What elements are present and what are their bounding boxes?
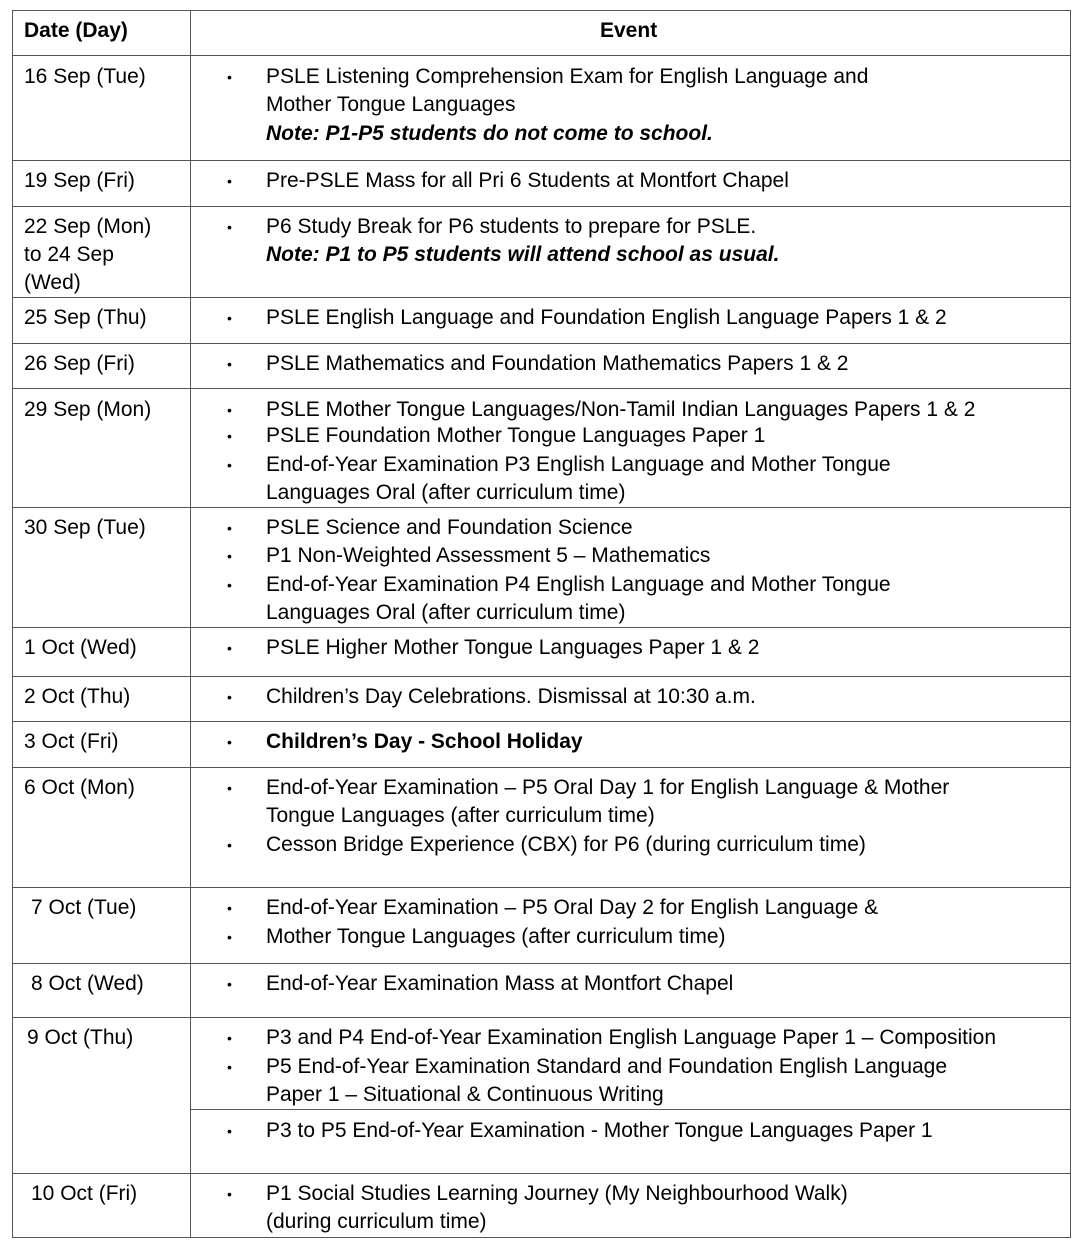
row-divider [13,963,1070,964]
event-item: End-of-Year Examination Mass at Montfort Chapel [266,972,734,995]
bullet-icon: • [227,356,232,372]
row-date: 26 Sep (Fri) [24,352,135,375]
bullet-icon: • [227,520,232,536]
row-divider [13,676,1070,677]
event-item: PSLE Science and Foundation Science [266,516,633,539]
bullet-icon: • [227,577,232,593]
header-event: Event [600,19,658,42]
bullet-icon: • [227,69,232,85]
bullet-icon: • [227,640,232,656]
event-item: PSLE Mother Tongue Languages/Non-Tamil Indian Languages Papers 1 & 2 [266,398,976,421]
event-item: Pre-PSLE Mass for all Pri 6 Students at Montfort Chapel [266,169,789,192]
row-divider [13,1173,1070,1174]
calendar-table [12,10,1071,1238]
row-divider [13,507,1070,508]
event-item: End-of-Year Examination – P5 Oral Day 2 for English Language & [266,896,879,919]
event-item: End-of-Year Examination P3 English Language and Mother Tongue Languages Oral (after curriculum time) [266,453,891,504]
row-date: 2 Oct (Thu) [24,685,131,708]
bullet-icon: • [227,976,232,992]
event-item: PSLE Mathematics and Foundation Mathematics Papers 1 & 2 [266,352,849,375]
event-item: PSLE Higher Mother Tongue Languages Paper 1 & 2 [266,636,760,659]
event-item: Children’s Day Celebrations. Dismissal at 10:30 a.m. [266,685,756,708]
row-divider [13,343,1070,344]
row-date: 3 Oct (Fri) [24,730,119,753]
row-divider [13,767,1070,768]
header-date: Date (Day) [24,19,128,42]
bullet-icon: • [227,1186,232,1202]
event-note: Note: P1-P5 students do not come to school. [266,122,713,145]
event-item: P3 and P4 End-of-Year Examination English Language Paper 1 – Composition [266,1026,997,1049]
event-item: P5 End-of-Year Examination Standard and Foundation English Language Paper 1 – Situational & Continuous Writing [266,1055,948,1106]
event-item: P1 Non-Weighted Assessment 5 – Mathematics [266,544,711,567]
row-date: 9 Oct (Thu) [27,1026,134,1049]
row-date: 16 Sep (Tue) [24,65,146,88]
event-note: Note: P1 to P5 students will attend school as usual. [266,243,780,266]
row-date: 29 Sep (Mon) [24,398,152,421]
bullet-icon: • [227,1059,232,1075]
bullet-icon: • [227,780,232,796]
row-date: 30 Sep (Tue) [24,516,146,539]
bullet-icon: • [227,1123,232,1139]
bullet-icon: • [227,548,232,564]
row-divider [13,297,1070,298]
event-item: Mother Tongue Languages (after curriculum time) [266,925,726,948]
bullet-icon: • [227,734,232,750]
event-item: P3 to P5 End-of-Year Examination - Mother Tongue Languages Paper 1 [266,1119,933,1142]
bullet-icon: • [227,929,232,945]
bullet-icon: • [227,310,232,326]
event-item: PSLE Foundation Mother Tongue Languages Paper 1 [266,424,766,447]
bullet-icon: • [227,457,232,473]
bullet-icon: • [227,689,232,705]
row-divider [13,1017,1070,1018]
row-divider [13,160,1070,161]
row-date: 10 Oct (Fri) [31,1182,138,1205]
bullet-icon: • [227,219,232,235]
row-date: 19 Sep (Fri) [24,169,135,192]
event-item: PSLE English Language and Foundation English Language Papers 1 & 2 [266,306,947,329]
row-date: 7 Oct (Tue) [31,896,137,919]
event-item: PSLE Listening Comprehension Exam for English Language and Mother Tongue Languages [266,65,869,116]
bullet-icon: • [227,900,232,916]
bullet-icon: • [227,402,232,418]
row-date: 1 Oct (Wed) [24,636,137,659]
event-item: P1 Social Studies Learning Journey (My Neighbourhood Walk) (during curriculum time) [266,1182,848,1233]
row-divider [190,1109,1070,1110]
row-date: 25 Sep (Thu) [24,306,147,329]
row-date: 8 Oct (Wed) [31,972,144,995]
bullet-icon: • [227,428,232,444]
column-divider [190,11,191,1237]
event-item: End-of-Year Examination P4 English Language and Mother Tongue Languages Oral (after curriculum time) [266,573,891,624]
event-item: P6 Study Break for P6 students to prepare for PSLE. [266,215,757,238]
event-item: End-of-Year Examination – P5 Oral Day 1 for English Language & Mother Tongue Languages (after curriculum time) [266,776,950,827]
row-divider [13,206,1070,207]
row-divider [13,388,1070,389]
row-divider [13,627,1070,628]
bullet-icon: • [227,837,232,853]
bullet-icon: • [227,173,232,189]
row-divider [13,55,1070,56]
row-date: 22 Sep (Mon) to 24 Sep (Wed) [24,215,152,294]
event-item: Cesson Bridge Experience (CBX) for P6 (during curriculum time) [266,833,866,856]
row-divider [13,721,1070,722]
bullet-icon: • [227,1030,232,1046]
row-date: 6 Oct (Mon) [24,776,135,799]
event-item-holiday: Children’s Day - School Holiday [266,730,583,753]
row-divider [13,887,1070,888]
